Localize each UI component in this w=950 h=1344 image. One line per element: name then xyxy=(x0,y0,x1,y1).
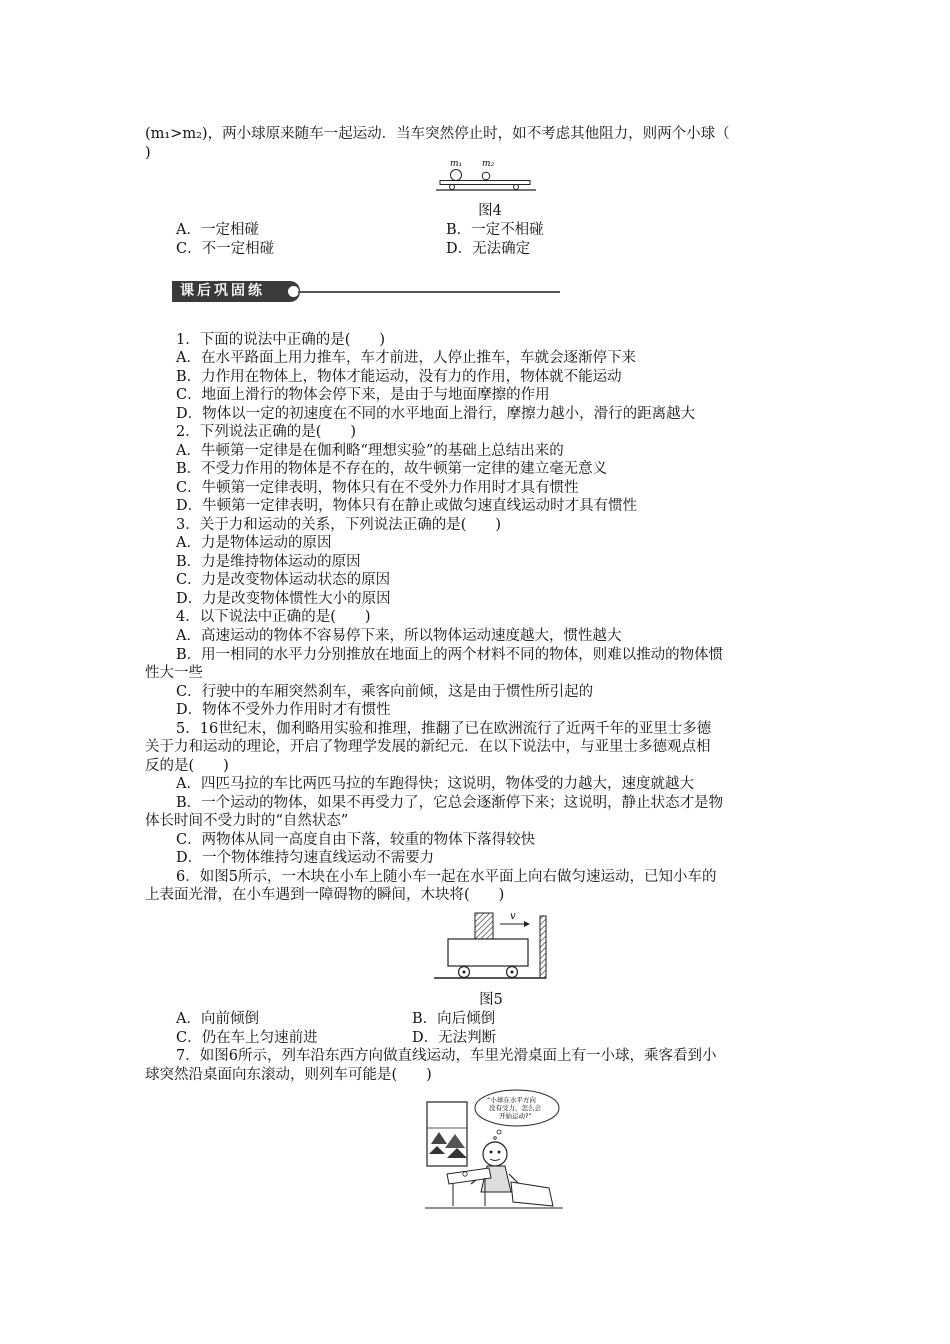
question-6-option-b: B．向后倾倒 xyxy=(412,1011,496,1027)
figure-5-caption: 图5 xyxy=(479,992,503,1008)
question-4-option-d: D．物体不受外力作用时才有惯性 xyxy=(176,702,391,718)
cart-body xyxy=(448,939,528,966)
question-5-cont: 反的是( ) xyxy=(145,758,229,774)
question-4-option-a: A．高速运动的物体不容易停下来，所以物体运动速度越大，惯性越大 xyxy=(176,628,622,644)
eye xyxy=(490,1151,493,1154)
question-text: ) xyxy=(145,145,151,161)
question-5-option-a: A．四匹马拉的车比两匹马拉的车跑得快；这说明，物体受的力越大，速度就越大 xyxy=(176,776,694,792)
bubble-dot xyxy=(494,1137,497,1140)
question-2-option-a: A．牛顿第一定律是在伽利略“理想实验”的基础上总结出来的 xyxy=(176,443,564,459)
question-2-option-b: B．不受力作用的物体是不存在的，故牛顿第一定律的建立毫无意义 xyxy=(176,461,608,477)
passenger-head xyxy=(483,1142,507,1166)
question-6: 6．如图5所示，一木块在小车上随小车一起在水平面上向右做匀速运动，已知小车的 xyxy=(176,869,717,885)
question-2: 2．下列说法正确的是( ) xyxy=(176,424,357,440)
question-4: 4．以下说法中正确的是( ) xyxy=(176,609,371,625)
cart-wheel xyxy=(450,185,455,190)
question-4-option-c: C．行驶中的车厢突然刹车，乘客向前倾，这是由于惯性所引起的 xyxy=(176,684,594,700)
m2-label: m₂ xyxy=(482,159,495,169)
ball-m1 xyxy=(451,170,462,181)
bubble-text-line: “小球在水平方向 xyxy=(487,1096,536,1104)
tree-icon xyxy=(429,1146,445,1154)
question-7: 7．如图6所示，列车沿东西方向做直线运动，车里光滑桌面上有一小球，乘客看到小 xyxy=(176,1048,717,1064)
question-6-option-a: A．向前倾倒 xyxy=(176,1011,259,1027)
question-5: 5．16世纪末，伽利略用实验和推理，推翻了已在欧洲流行了近两千年的亚里士多德 xyxy=(176,721,712,737)
option-a: A．一定相碰 xyxy=(176,222,259,238)
tree-icon xyxy=(447,1148,467,1158)
ball-m2 xyxy=(482,172,490,180)
question-1: 1．下面的说法中正确的是( ) xyxy=(176,332,386,348)
question-7-cont: 球突然沿桌面向东滚动，则列车可能是( ) xyxy=(145,1067,432,1083)
bubble-dot xyxy=(497,1130,501,1134)
question-6-option-d: D．无法判断 xyxy=(412,1030,497,1046)
question-1-option-d: D．物体以一定的初速度在不同的水平地面上滑行，摩擦力越小，滑行的距离越大 xyxy=(176,406,696,422)
question-2-option-d: D．牛顿第一定律表明，物体只有在静止或做匀速直线运动时才具有惯性 xyxy=(176,498,638,514)
question-3: 3．关于力和运动的关系，下列说法正确的是( ) xyxy=(176,517,502,533)
obstacle-wall xyxy=(540,916,546,978)
question-3-option-d: D．力是改变物体惯性大小的原因 xyxy=(176,591,391,607)
question-1-option-a: A．在水平路面上用力推车，车才前进，人停止推车，车就会逐渐停下来 xyxy=(176,350,636,366)
bubble-text-line: 开始运动?” xyxy=(499,1112,532,1120)
question-3-option-b: B．力是维持物体运动的原因 xyxy=(176,554,361,570)
question-5-cont: 关于力和运动的理论，开启了物理学发展的新纪元．在以下说法中，与亚里士多德观点相 xyxy=(145,739,711,755)
question-5-option-b: B．一个运动的物体，如果不再受力了，它总会逐渐停下来；这说明，静止状态才是物 xyxy=(176,795,724,811)
question-6-option-c: C．仍在车上匀速前进 xyxy=(176,1030,318,1046)
section-title: 课后巩固练 xyxy=(172,281,300,302)
wheel-hub xyxy=(463,971,466,974)
ball xyxy=(463,1172,467,1176)
eye xyxy=(498,1151,501,1154)
option-b: B．一定不相碰 xyxy=(446,222,544,238)
question-text: (m₁>m₂)，两小球原来随车一起运动．当车突然停止时，如不考虑其他阻力，则两个小球（ xyxy=(145,126,730,142)
question-1-option-b: B．力作用在物体上，物体才能运动，没有力的作用，物体就不能运动 xyxy=(176,369,622,385)
wheel-hub xyxy=(511,971,514,974)
section-header xyxy=(172,281,562,303)
figure-4-caption: 图4 xyxy=(478,203,502,219)
cart-platform xyxy=(440,181,530,185)
question-3-option-a: A．力是物体运动的原因 xyxy=(176,535,332,551)
question-1-option-c: C．地面上滑行的物体会停下来，是由于与地面摩擦的作用 xyxy=(176,387,550,403)
question-2-option-c: C．牛顿第一定律表明，物体只有在不受外力作用时才具有惯性 xyxy=(176,480,579,496)
wood-block xyxy=(475,913,493,939)
tree-icon xyxy=(445,1134,465,1148)
figure-4-cart-balls xyxy=(436,157,536,195)
option-d: D．无法确定 xyxy=(446,241,531,257)
question-4-option-b: B．用一相同的水平力分别推放在地面上的两个材料不同的物体，则难以推动的物体惯 xyxy=(176,647,724,663)
velocity-arrowhead xyxy=(524,921,530,927)
seat xyxy=(511,1182,553,1206)
question-5-option-c: C．两物体从同一高度自由下落，较重的物体下落得较快 xyxy=(176,832,536,848)
velocity-label: v xyxy=(510,911,516,922)
question-5-option-d: D．一个物体维持匀速直线运动不需要力 xyxy=(176,850,435,866)
tree-icon xyxy=(431,1132,447,1144)
question-5-option-b-cont: 体长时间不受力时的“自然状态” xyxy=(145,813,349,829)
figure-6-cartoon xyxy=(425,1088,565,1210)
option-c: C．不一定相碰 xyxy=(176,241,275,257)
question-3-option-c: C．力是改变物体运动状态的原因 xyxy=(176,572,391,588)
section-rule xyxy=(298,291,560,293)
figure-5-cart-block xyxy=(432,908,557,986)
question-6-cont: 上表面光滑，在小车遇到一障碍物的瞬间，木块将( ) xyxy=(145,887,505,903)
question-4-option-b-cont: 性大一些 xyxy=(145,665,203,681)
cart-wheel xyxy=(514,185,519,190)
bubble-text-line: 没有受力，怎么会 xyxy=(489,1104,541,1112)
m1-label: m₁ xyxy=(450,159,463,169)
